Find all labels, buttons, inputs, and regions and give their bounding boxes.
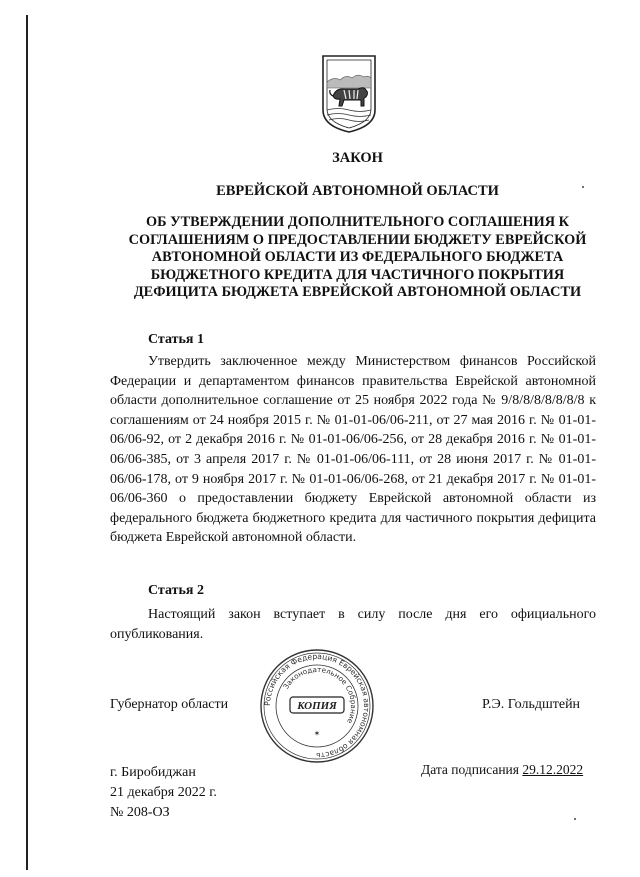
page-margin-line (26, 15, 28, 870)
subject-line: ОБ УТВЕРЖДЕНИИ ДОПОЛНИТЕЛЬНОГО СОГЛАШЕНИЯ К (145, 214, 570, 230)
article-1-heading: Статья 1 (148, 332, 204, 347)
seal-inner-text: Законодательное Собрание (281, 664, 359, 725)
subject-line: ДЕФИЦИТА БЮДЖЕТА ЕВРЕЙСКОЙ АВТОНОМНОЙ ОБЛАСТИ (133, 284, 582, 301)
region-title: ЕВРЕЙСКОЙ АВТОНОМНОЙ ОБЛАСТИ (216, 183, 499, 199)
signing-date (421, 762, 583, 778)
signing-date-value: 29.12.2022 (522, 762, 584, 777)
law-subject-title (100, 214, 615, 302)
footer-date: 21 декабря 2022 г. (110, 785, 217, 800)
scan-speck (582, 186, 584, 188)
article-2-text: Настоящий закон вступает в силу после дня его официального опубликования. (110, 607, 596, 642)
coat-of-arms-tiger-icon (320, 52, 378, 134)
subject-line: АВТОНОМНОЙ ОБЛАСТИ ИЗ ФЕДЕРАЛЬНОГО БЮДЖЕТА (151, 249, 564, 266)
seal-copy-stamp: КОПИЯ (297, 700, 337, 712)
document-type-title: ЗАКОН (332, 150, 383, 166)
signatory-title: Губернатор области (110, 697, 229, 712)
footer-city: г. Биробиджан (110, 765, 196, 780)
official-seal-icon (259, 648, 375, 764)
signatory-name: Р.Э. Гольдштейн (482, 697, 581, 712)
document-footer (110, 763, 217, 823)
article-1-text: Утвердить заключенное между Министерством финансов Российской Федерации и департаментом финансов правительства Еврейской автономной области дополнительное соглашение от 25 ноября 2022 года № 9/8/8/8/8/8/8/8 к соглашениям от 24 ноября 2015 г. № 01-01-06/06-211, от 27 мая 2016 г. № 01-01-06/06-92, от 2 декабря 2016 г. № 01-01-06/06-256, от 28 декабря 2016 г. № 01-01-06/06-385, от 3 апреля 2017 г. № 01-01-06/06-111, от 28 июня 2017 г. № 01-01-06/06-178, от 9 ноября 2017 г. № 01-01-06/06-268, от 21 декабря 2017 г. № 01-01-06/06-360 о предоставлении бюджету Еврейской автономной области из федерального бюджета бюджетного кредита для частичного покрытия дефицита бюджета Еврейской автономной области. (110, 354, 596, 546)
svg-text:✶: ✶ (313, 729, 321, 738)
subject-line: СОГЛАШЕНИЯМ О ПРЕДОСТАВЛЕНИИ БЮДЖЕТУ ЕВРЕЙСКОЙ (128, 231, 587, 248)
subject-line: БЮДЖЕТНОГО КРЕДИТА ДЛЯ ЧАСТИЧНОГО ПОКРЫТИЯ (150, 266, 565, 283)
scan-speck (574, 818, 576, 820)
article-2-heading: Статья 2 (148, 583, 204, 598)
seal-outer-text: Российская Федерация Еврейская автономная область (262, 651, 372, 761)
footer-law-number: № 208-ОЗ (110, 805, 170, 820)
signing-date-label: Дата подписания (421, 762, 519, 777)
